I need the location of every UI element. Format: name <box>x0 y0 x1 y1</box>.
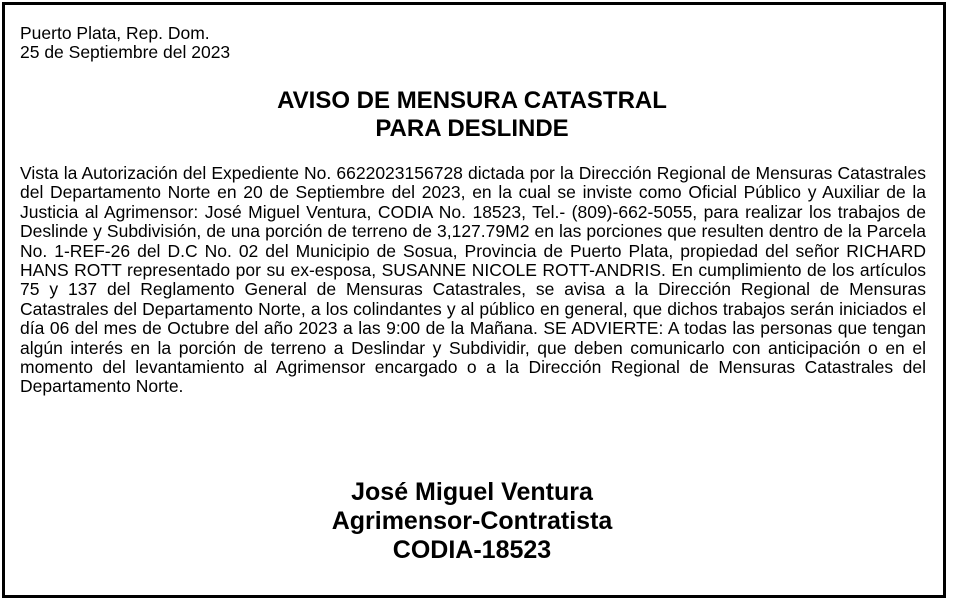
signature-block <box>0 478 944 565</box>
header <box>20 24 230 62</box>
title-line-1: AVISO DE MENSURA CATASTRAL <box>277 87 667 114</box>
notice-title <box>0 87 944 143</box>
signature-name: José Miguel Ventura <box>351 478 593 506</box>
signature-codia: CODIA-18523 <box>392 536 552 564</box>
header-location: Puerto Plata, Rep. Dom. <box>20 23 210 43</box>
notice-body: Vista la Autorización del Expediente No. 6622023156728 dictada por la Dirección Regional de Mensuras Catastrales del Departamento Norte en 20 de Septiembre del 2023, en la cual se inviste como Oficial Público y Auxiliar de la Justicia al Agrimensor: José Miguel Ventura, CODIA No. 18523, Tel.- (809)-662-5055, para realizar los trabajos de Deslinde y Subdivisión, de una porción de terreno de 3,127.79M2 en las porciones que resulten dentro de la Parcela No. 1-REF-26 del D.C No. 02 del Municipio de Sosua, Provincia de Puerto Plata, propiedad del señor RICHARD HANS ROTT representado por su ex-esposa, SUSANNE NICOLE ROTT-ANDRIS. En cumplimiento de los artículos 75 y 137 del Reglamento General de Mensuras Catastrales, se avisa a la Dirección Regional de Mensuras Catastrales del Departamento Norte, a los colindantes y al público en general, que dichos trabajos serán iniciados el día 06 del mes de Octubre del año 2023 a las 9:00 de la Mañana. SE ADVIERTE: A todas las personas que tengan algún interés en la porción de terreno a Deslindar y Subdividir, que deben comunicarlo con anticipación o en el momento del levantamiento al Agrimensor encargado o a la Dirección Regional de Mensuras Catastrales del Departamento Norte. <box>20 163 926 397</box>
signature-role: Agrimensor-Contratista <box>331 507 613 535</box>
header-date: 25 de Septiembre del 2023 <box>20 42 231 62</box>
title-line-2: PARA DESLINDE <box>375 115 569 142</box>
